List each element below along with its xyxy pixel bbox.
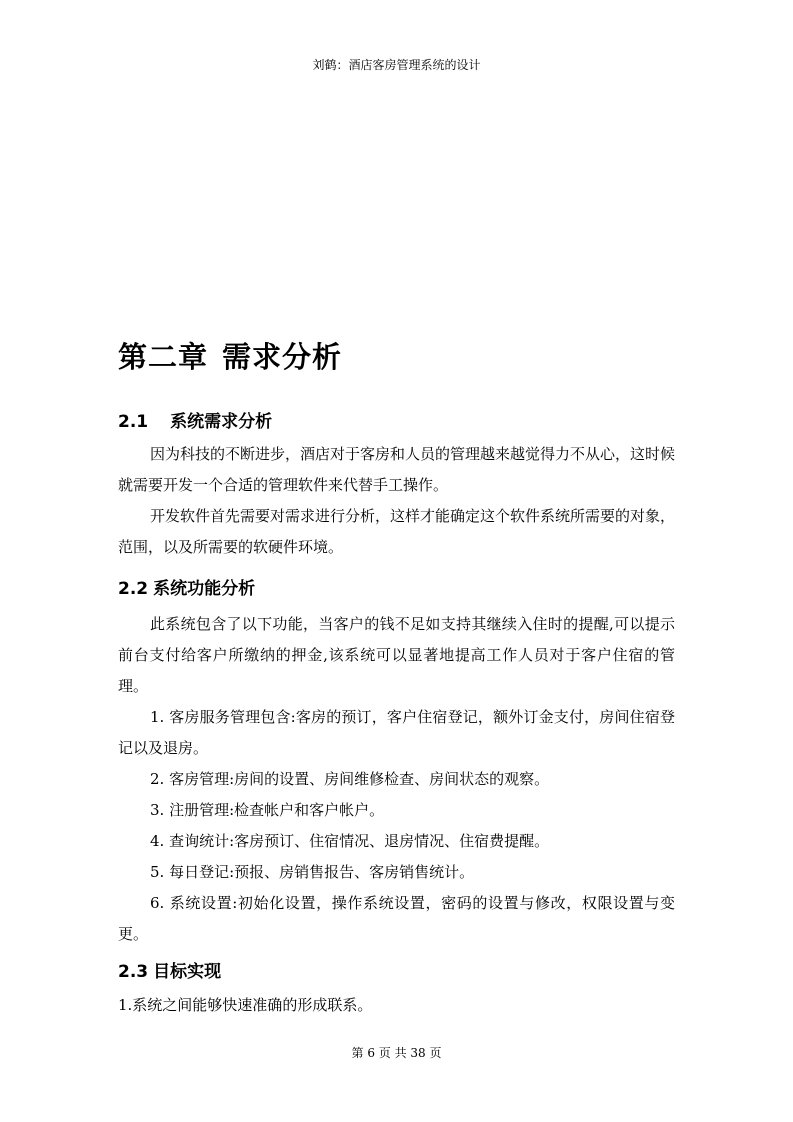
section-title: 系统需求分析 [170, 412, 273, 432]
section-number: 2.2 [118, 579, 149, 599]
section-number: 2.1 [118, 412, 149, 432]
chapter-number: 第二章 [118, 340, 209, 374]
section-number: 2.3 [118, 962, 149, 982]
page-footer: 第 6 页 共 38 页 [351, 1046, 442, 1060]
paragraph: 开发软件首先需要对需求进行分析，这样才能确定这个软件系统所需要的对象，范围，以及所需要的软硬件环境。 [118, 507, 676, 556]
section-title: 系统功能分析 [153, 579, 256, 599]
section-2-2 [118, 577, 675, 950]
section-2-1 [118, 410, 675, 563]
section-2-3 [118, 960, 675, 1021]
paragraph: 1.系统之间能够快速准确的形成联系。 [118, 996, 373, 1014]
running-header: 刘鹤：酒店客房管理系统的设计 [312, 58, 481, 72]
list-item: 5. 每日登记:预报、房销售报告、客房销售统计。 [150, 863, 475, 881]
chapter-title: 需求分析 [222, 340, 343, 374]
section-heading [118, 410, 675, 434]
section-heading [118, 577, 675, 601]
list-item: 1. 客房服务管理包含:客房的预订，客户住宿登记，额外订金支付，房间住宿登记以及退房。 [118, 708, 675, 757]
paragraph: 此系统包含了以下功能，当客户的钱不足如支持其继续入住时的提醒,可以提示前台支付给客户所缴纳的押金,该系统可以显著地提高工作人员对于客户住宿的管理。 [118, 615, 675, 695]
section-title: 目标实现 [153, 962, 222, 982]
paragraph: 因为科技的不断进步，酒店对于客房和人员的管理越来越觉得力不从心，这时候就需要开发一个合适的管理软件来代替手工操作。 [118, 445, 676, 494]
list-item: 6. 系统设置:初始化设置，操作系统设置，密码的设置与修改，权限设置与变更。 [118, 894, 675, 943]
list-item: 2. 客房管理:房间的设置、房间维修检查、房间状态的观察。 [150, 770, 550, 788]
header-rule [118, 78, 675, 79]
chapter-heading [118, 338, 342, 376]
list-item: 4. 查询统计:客房预订、住宿情况、退房情况、住宿费提醒。 [150, 832, 550, 850]
list-item: 3. 注册管理:检查帐户和客户帐户。 [150, 801, 385, 819]
section-heading [118, 960, 675, 984]
